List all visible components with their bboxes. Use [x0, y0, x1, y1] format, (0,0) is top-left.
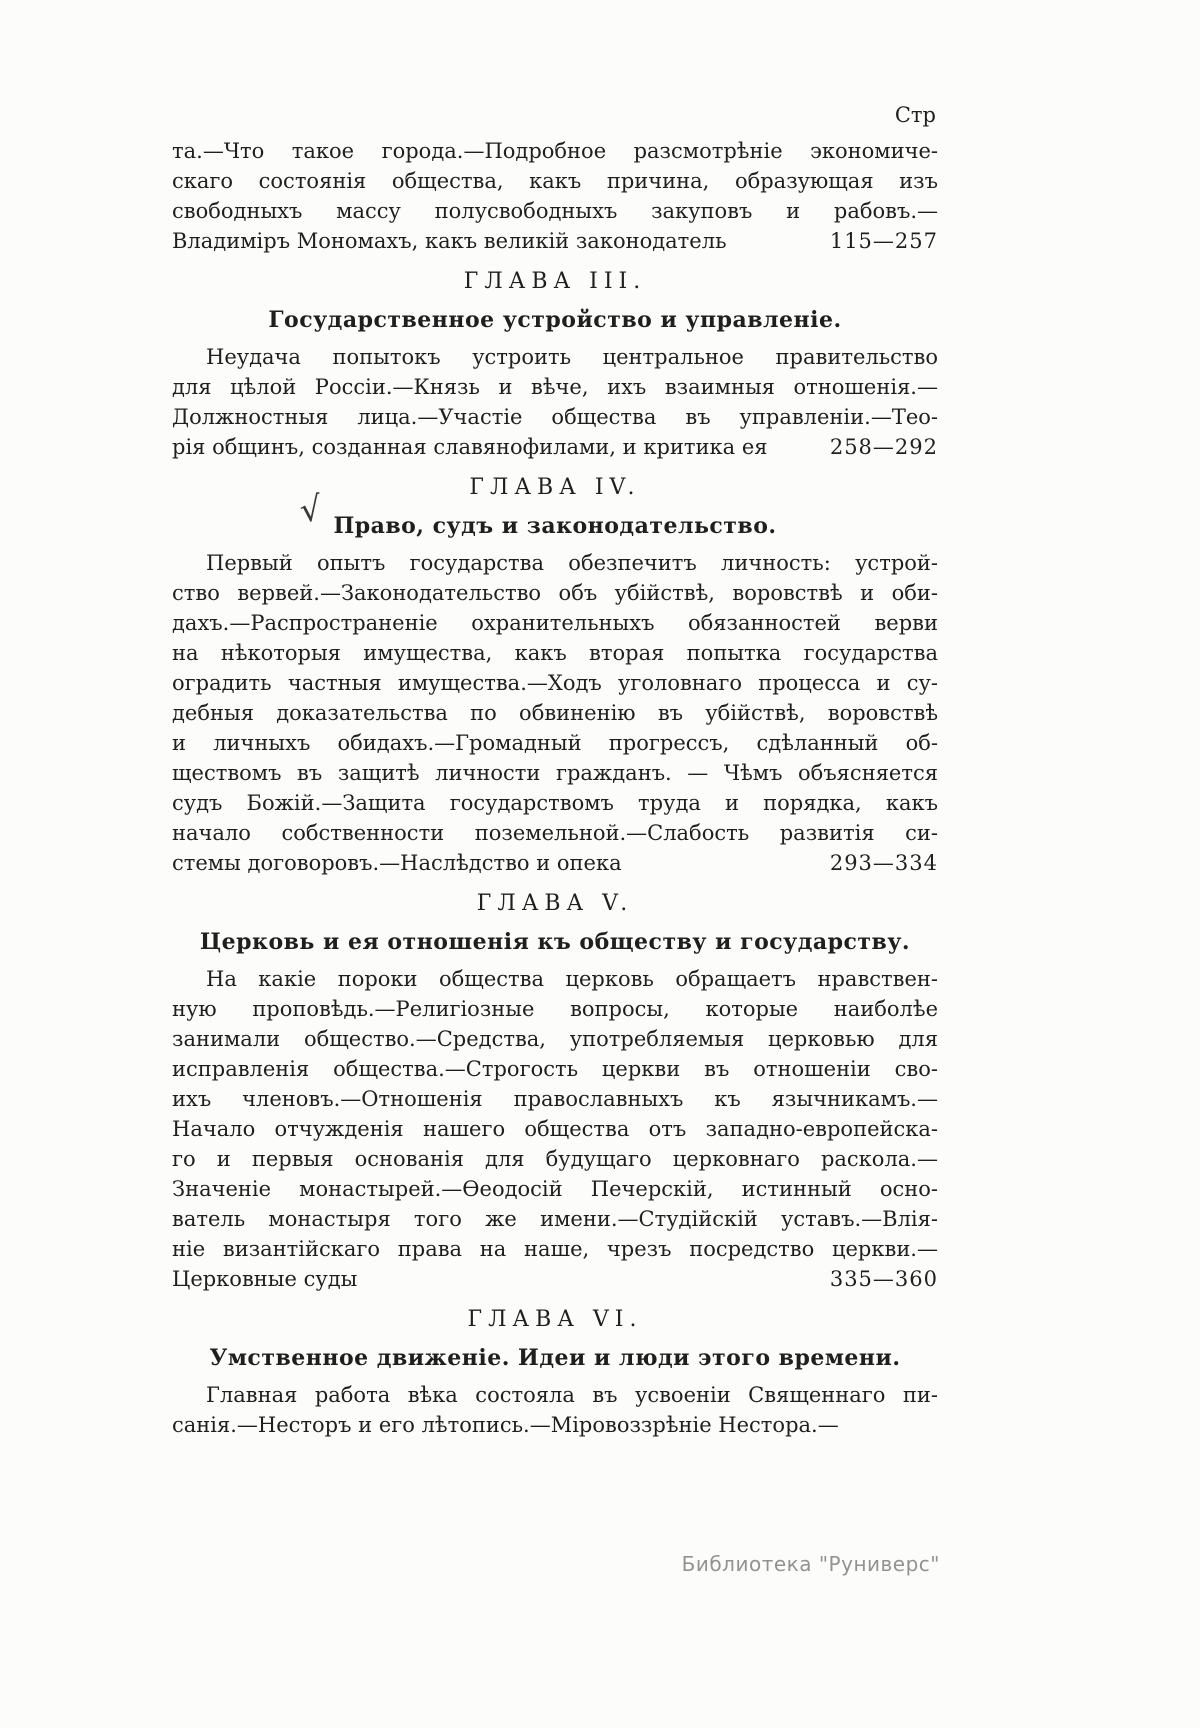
chapter-heading: ГЛАВА VI. [467, 1307, 643, 1332]
toc-line: ществомъ въ защитѣ личности гражданъ. — Чѣмъ объясняется [172, 761, 938, 785]
toc-entry-continuation [172, 136, 938, 256]
chapter-title [172, 488, 938, 540]
toc-line: Первый опытъ государства обезпечитъ личность: устрой- [206, 551, 938, 575]
toc-line: ство вервей.—Законодательство объ убійствѣ, воровствѣ и оби- [172, 581, 938, 605]
toc-line: рія общинъ, созданная славянофилами, и критика ея [172, 435, 768, 459]
toc-line: Церковные суды [172, 1267, 358, 1291]
chapter-title: Церковь и ея отношенія къ обществу и государству. [199, 929, 911, 955]
toc-line: стемы договоровъ.—Наслѣдство и опека [172, 851, 622, 875]
toc-line: санія.—Несторъ и его лѣтопись.—Міровоззрѣніе Нестора.— [172, 1413, 839, 1437]
toc-line: Должностныя лица.—Участіе общества въ управленіи.—Тео- [172, 405, 938, 429]
page-range: 115—257 [829, 229, 938, 253]
toc-line: ватель монастыря того же имени.—Студійскій уставъ.—Влія- [172, 1207, 938, 1231]
page-range: 335—360 [829, 1267, 938, 1291]
chapter-summary [172, 548, 938, 878]
chapter-title: Государственное устройство и управленіе. [268, 307, 842, 333]
toc-line: свободныхъ массу полусвободныхъ закуповъ и рабовъ.— [172, 199, 938, 223]
chapter-summary [172, 1380, 938, 1440]
page-column-header: Стр [894, 103, 936, 127]
toc-line: Главная работа вѣка состояла въ усвоеніи Священнаго пи- [206, 1383, 938, 1407]
handwritten-checkmark: √ [297, 488, 325, 532]
toc-entry-chapter-4 [172, 474, 938, 878]
toc-line: скаго состоянія общества, какъ причина, образующая изъ [172, 169, 938, 193]
toc-line: та.—Что такое города.—Подробное разсмотрѣніе экономиче- [172, 139, 938, 163]
chapter-heading: ГЛАВА IV. [469, 475, 641, 500]
page-range: 258—292 [829, 435, 938, 459]
toc-line: Начало отчужденія нашего общества отъ западно-европейска- [172, 1117, 938, 1141]
chapter-summary [172, 964, 938, 1294]
chapter-heading: ГЛАВА III. [463, 269, 647, 294]
toc-line: Неудача попытокъ устроить центральное правительство [206, 345, 938, 369]
toc-line: и личныхъ обидахъ.—Громадный прогрессъ, сдѣланный об- [172, 731, 938, 755]
toc-line: оградить частныя имущества.—Ходъ уголовнаго процесса и су- [172, 671, 938, 695]
toc-line: начало собственности поземельной.—Слабость развитія си- [172, 821, 938, 845]
toc-entry-chapter-6 [172, 1306, 938, 1440]
toc-line: исправленія общества.—Строгость церкви въ отношеніи сво- [172, 1057, 938, 1081]
toc-entry-chapter-3 [172, 268, 938, 462]
chapter-summary [172, 136, 938, 256]
toc-line: судъ Божій.—Защита государствомъ труда и порядка, какъ [172, 791, 938, 815]
chapter-summary [172, 342, 938, 462]
toc-line: ихъ членовъ.—Отношенія православныхъ къ язычникамъ.— [172, 1087, 938, 1111]
toc-entry-chapter-5 [172, 890, 938, 1294]
chapter-title-text: Право, судъ и законодательство. [333, 513, 777, 539]
library-watermark: Библиотека "Руниверс" [681, 1552, 940, 1576]
chapter-heading: ГЛАВА V. [476, 891, 634, 916]
table-of-contents-column [172, 102, 938, 1452]
toc-line: занимали общество.—Средства, употребляемыя церковью для [172, 1027, 938, 1051]
toc-line: ніе византійскаго права на наше, чрезъ посредство церкви.— [172, 1237, 938, 1261]
toc-line: дахъ.—Распространеніе охранительныхъ обязанностей верви [172, 611, 938, 635]
toc-line: ную проповѣдь.—Религіозные вопросы, которые наиболѣе [172, 997, 938, 1021]
toc-line: для цѣлой Россіи.—Князь и вѣче, ихъ взаимныя отношенія.— [172, 375, 938, 399]
toc-line: дебныя доказательства по обвиненію въ убійствѣ, воровствѣ [172, 701, 938, 725]
chapter-title: Умственное движеніе. Идеи и люди этого времени. [209, 1345, 901, 1371]
toc-line: го и первыя основанія для будущаго церковнаго раскола.— [172, 1147, 938, 1171]
toc-line: Значеніе монастырей.—Ѳеодосій Печерскій, истинный осно- [172, 1177, 938, 1201]
page-range: 293—334 [829, 851, 938, 875]
toc-line: На какіе пороки общества церковь обращаетъ нравствен- [206, 967, 938, 991]
toc-line: на нѣкоторыя имущества, какъ вторая попытка государства [172, 641, 938, 665]
toc-line: Владиміръ Мономахъ, какъ великій законодатель [172, 229, 727, 253]
